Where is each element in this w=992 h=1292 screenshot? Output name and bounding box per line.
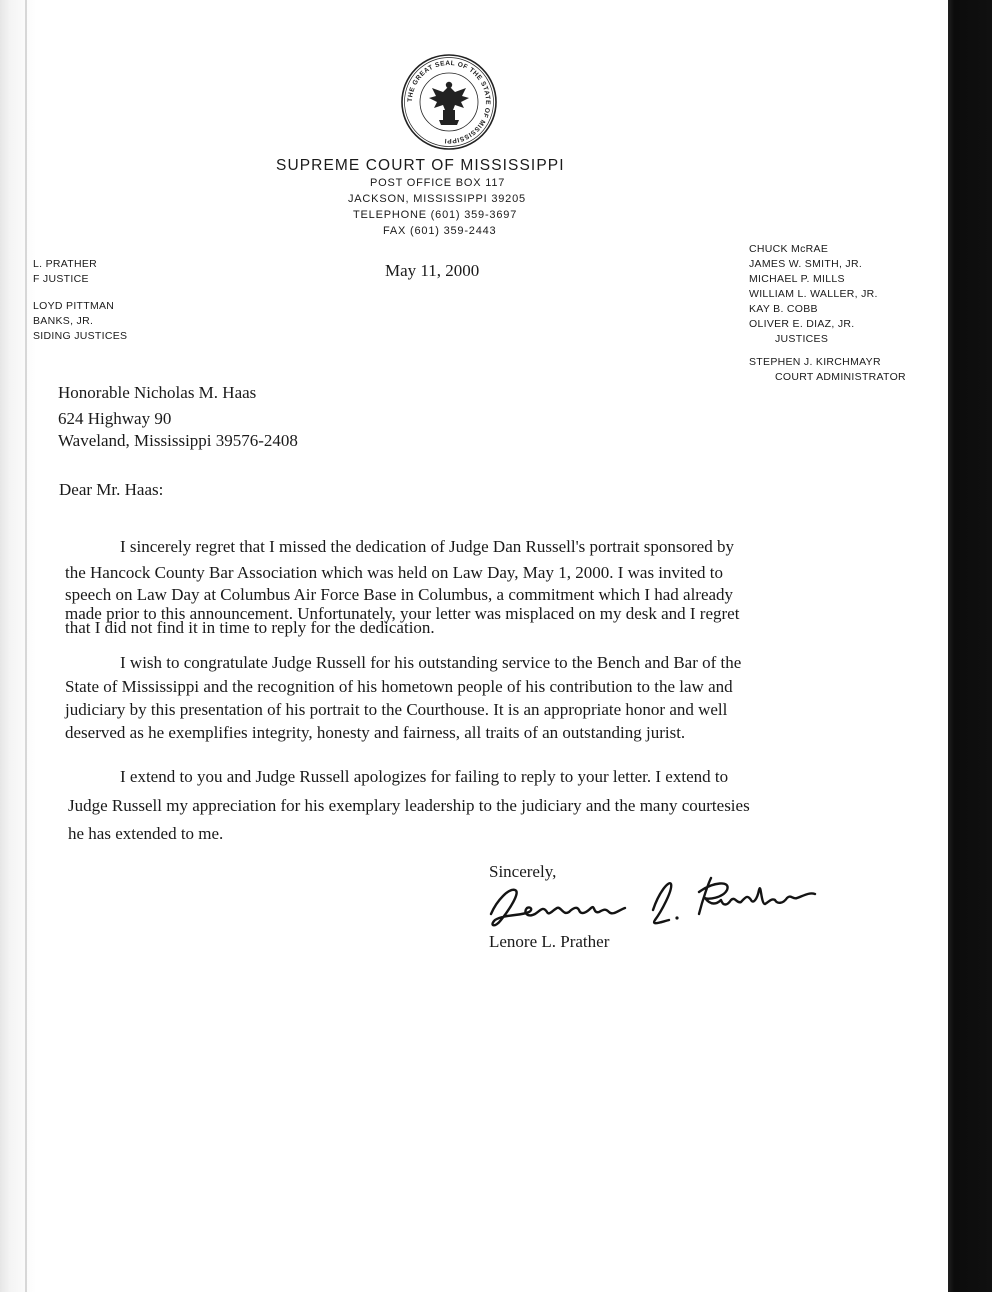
paragraph-line: the Hancock County Bar Association which was held on Law Day, May 1, 2000. I was invited to bbox=[65, 563, 723, 582]
paragraph-line: I extend to you and Judge Russell apologizes for failing to reply to your letter. I extend to bbox=[120, 767, 729, 786]
mississippi-state-seal bbox=[399, 52, 499, 152]
justice-name: WILLIAM L. WALLER, JR. bbox=[749, 288, 878, 300]
justice-name: KAY B. COBB bbox=[749, 303, 818, 315]
paragraph-line: judiciary by this presentation of his portrait to the Courthouse. It is an appropriate honor and well bbox=[65, 700, 728, 719]
justice-name: CHUCK McRAE bbox=[749, 243, 829, 255]
justice-name: MICHAEL P. MILLS bbox=[749, 273, 845, 285]
address-line-city: JACKSON, MISSISSIPPI 39205 bbox=[348, 193, 526, 205]
chief-justice-title: F JUSTICE bbox=[33, 273, 89, 285]
paragraph-line: deserved as he exemplifies integrity, honesty and fairness, all traits of an outstanding jurist. bbox=[65, 723, 686, 742]
salutation: Dear Mr. Haas: bbox=[59, 480, 164, 499]
scan-left-edge bbox=[0, 0, 40, 1292]
chief-justice-name: L. PRATHER bbox=[33, 258, 98, 270]
letter-date: May 11, 2000 bbox=[385, 261, 480, 280]
presiding-justices-title: SIDING JUSTICES bbox=[33, 330, 128, 342]
closing: Sincerely, bbox=[489, 862, 557, 881]
letterhead-right-column bbox=[749, 242, 906, 385]
court-administrator-title: COURT ADMINISTRATOR bbox=[775, 371, 906, 383]
paragraph-line: State of Mississippi and the recognition of his hometown people of his contribution to the law and bbox=[65, 677, 733, 696]
signer-name: Lenore L. Prather bbox=[489, 932, 610, 951]
presiding-justice-name: BANKS, JR. bbox=[33, 315, 94, 327]
address-line-po-box: POST OFFICE BOX 117 bbox=[370, 177, 506, 189]
svg-text:THE GREAT SEAL OF THE STATE OF: THE GREAT SEAL OF THE STATE OF MISSISSIPPI bbox=[406, 59, 492, 145]
recipient-name: Honorable Nicholas M. Haas bbox=[58, 383, 257, 402]
letterhead-left-column bbox=[33, 257, 127, 344]
court-name: SUPREME COURT OF MISSISSIPPI bbox=[276, 157, 565, 174]
justice-name: JAMES W. SMITH, JR. bbox=[749, 258, 863, 270]
court-administrator-name: STEPHEN J. KIRCHMAYR bbox=[749, 356, 881, 368]
paragraph-line: made prior to this announcement. Unfortunately, your letter was misplaced on my desk and I regret bbox=[65, 604, 740, 623]
paragraph-line: Judge Russell my appreciation for his exemplary leadership to the judiciary and the many courtesies bbox=[68, 796, 750, 815]
paragraph-line: that I did not find it in time to reply for the dedication. bbox=[65, 618, 435, 637]
paragraph-line: I wish to congratulate Judge Russell for his outstanding service to the Bench and Bar of the bbox=[120, 653, 742, 672]
recipient-street: 624 Highway 90 bbox=[58, 409, 172, 428]
paragraph-line: speech on Law Day at Columbus Air Force Base in Columbus, a commitment which I had already bbox=[65, 585, 734, 604]
scan-right-edge bbox=[948, 0, 992, 1292]
paragraph-line: I sincerely regret that I missed the dedication of Judge Dan Russell's portrait sponsored by bbox=[120, 537, 734, 556]
address-line-fax: FAX (601) 359-2443 bbox=[383, 225, 497, 237]
presiding-justice-name: LOYD PITTMAN bbox=[33, 300, 115, 312]
handwritten-signature bbox=[485, 870, 845, 938]
paragraph-line: he has extended to me. bbox=[68, 824, 224, 843]
justice-name: OLIVER E. DIAZ, JR. bbox=[749, 318, 855, 330]
recipient-city: Waveland, Mississippi 39576-2408 bbox=[58, 431, 298, 450]
justices-title: JUSTICES bbox=[775, 333, 829, 345]
address-line-telephone: TELEPHONE (601) 359-3697 bbox=[353, 209, 518, 221]
